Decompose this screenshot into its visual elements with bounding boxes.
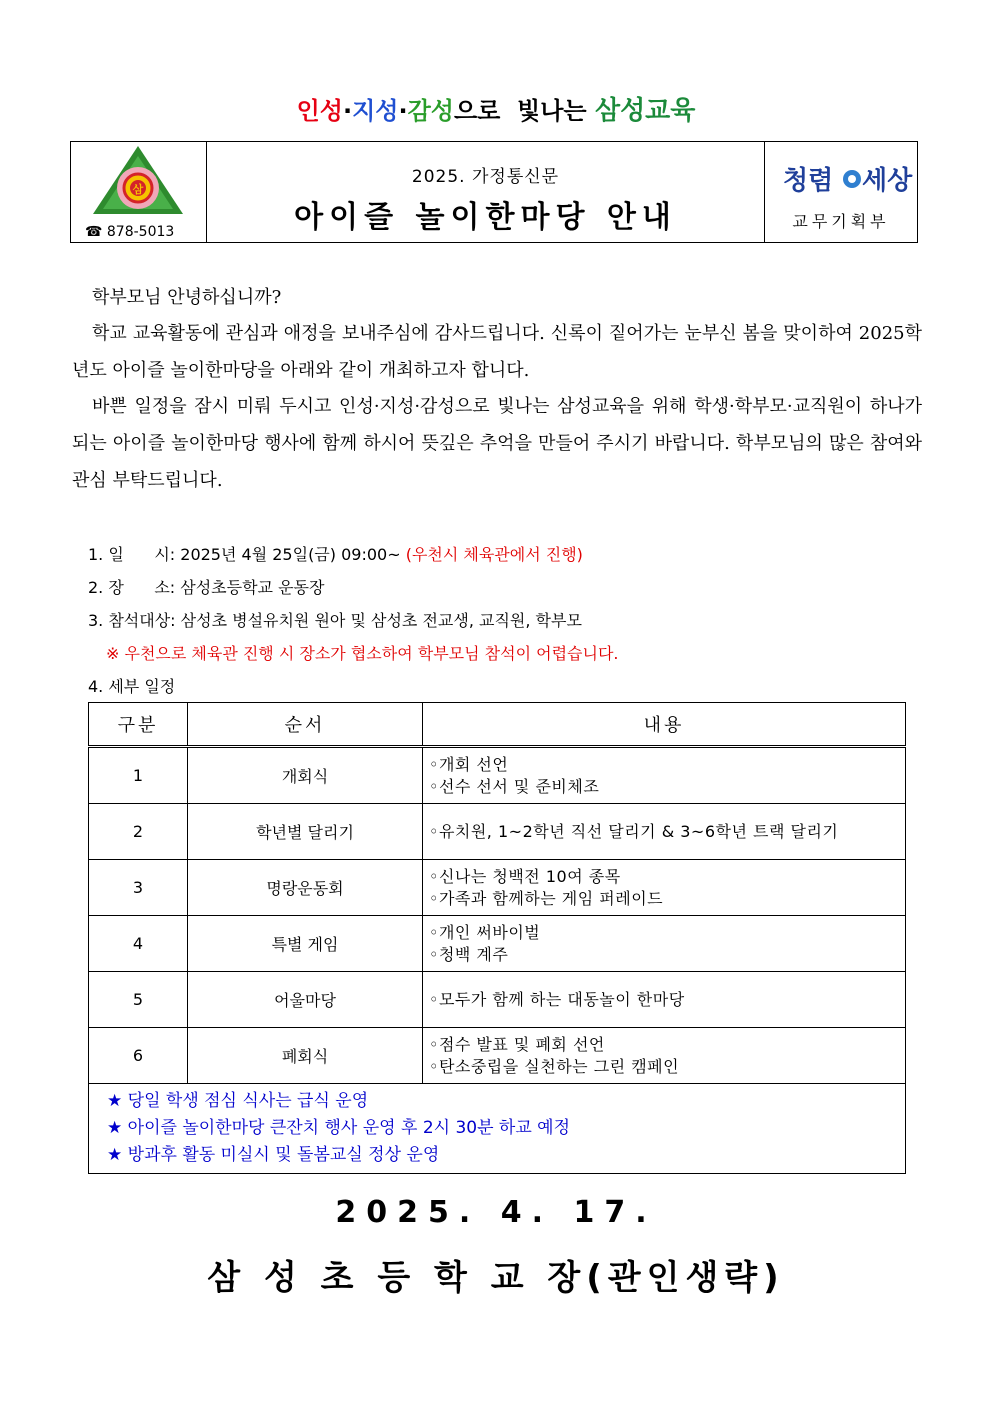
row-number: 5 xyxy=(89,972,188,1028)
table-row xyxy=(89,1028,906,1084)
row-content-line: ◦청백 계주 xyxy=(429,944,509,964)
row-content-line: ◦개회 선언 xyxy=(429,754,509,774)
detail-date-label: 1. 일 시: xyxy=(88,545,181,564)
paragraph-2: 바쁜 일정을 잠시 미뤄 두시고 인성·지성·감성으로 빛나는 삼성교육을 위해 학생·학부모·교직원이 하나가 되는 아이즐 놀이한마당 행사에 함께 하시어 뜻깊은 추억을 만들어 주시기 바랍니다. 학부모님의 많은 참여와 관심 부탁드립니다. xyxy=(72,396,922,491)
table-row xyxy=(89,916,906,972)
title-cell xyxy=(207,142,764,242)
detail-place xyxy=(88,571,619,604)
greeting: 학부모님 안녕하십니까? xyxy=(92,287,282,308)
row-content xyxy=(423,972,906,1028)
row-name: 학년별 달리기 xyxy=(188,804,423,860)
row-number: 4 xyxy=(89,916,188,972)
row-name: 어울마당 xyxy=(188,972,423,1028)
detail-schedule-label: 4. 세부 일정 xyxy=(88,677,176,696)
page-title: 아이즐 놀이한마당 안내 xyxy=(294,200,677,235)
svg-text:세상: 세상 xyxy=(862,166,913,196)
row-content xyxy=(423,804,906,860)
row-content-line: ◦가족과 함께하는 게임 퍼레이드 xyxy=(429,888,664,908)
table-notes-row xyxy=(89,1084,906,1174)
header-order: 순서 xyxy=(188,703,423,747)
row-content xyxy=(423,747,906,804)
note-dismissal: ★ 아이즐 놀이한마당 큰잔치 행사 운영 후 2시 30분 하교 예정 xyxy=(107,1118,571,1138)
row-content xyxy=(423,916,906,972)
row-number: 2 xyxy=(89,804,188,860)
issue-date: 2025. 4. 17. xyxy=(335,1195,657,1230)
detail-place-value: 삼성초등학교 운동장 xyxy=(180,578,325,597)
row-number: 1 xyxy=(89,747,188,804)
header-content: 내용 xyxy=(423,703,906,747)
table-row xyxy=(89,747,906,804)
row-content-line: ◦점수 발표 및 폐회 선언 xyxy=(429,1034,605,1054)
department-cell xyxy=(764,142,917,242)
motto-gamsung: 감성 xyxy=(407,97,454,125)
svg-text:삼: 삼 xyxy=(132,183,144,196)
motto-dot: · xyxy=(342,97,353,125)
event-details xyxy=(88,538,619,703)
header-category: 구분 xyxy=(89,703,188,747)
row-content xyxy=(423,1028,906,1084)
department-name: 교무기획부 xyxy=(792,212,890,231)
detail-attendees-label: 3. 참석대상: xyxy=(88,611,181,630)
paragraph-1: 학교 교육활동에 관심과 애정을 보내주심에 감사드립니다. 신록이 짙어가는 눈부신 봄을 맞이하여 2025학년도 아이즐 놀이한마당을 아래와 같이 개최하고자 합니다. xyxy=(72,323,922,381)
row-number: 6 xyxy=(89,1028,188,1084)
school-emblem-icon xyxy=(71,142,206,224)
row-name: 명랑운동회 xyxy=(188,860,423,916)
table-row xyxy=(89,972,906,1028)
motto-insung: 인성 xyxy=(296,97,343,125)
detail-date-note: (우천시 체육관에서 진행) xyxy=(405,545,583,564)
principal-signature: 삼 성 초 등 학 교 장(관인생략) xyxy=(207,1258,785,1298)
integrity-logo-icon xyxy=(765,154,915,204)
row-number: 3 xyxy=(89,860,188,916)
schedule-table xyxy=(88,702,906,1174)
note-afterschool: ★ 방과후 활동 미실시 및 돌봄교실 정상 운영 xyxy=(107,1145,440,1165)
table-notes xyxy=(89,1084,906,1174)
row-content-line: ◦개인 써바이벌 xyxy=(429,922,541,942)
motto xyxy=(0,90,992,127)
school-phone: ☎ 878-5013 xyxy=(85,224,175,240)
row-name: 특별 게임 xyxy=(188,916,423,972)
detail-attendees-value: 삼성초 병설유치원 원아 및 삼성초 전교생, 교직원, 학부모 xyxy=(180,611,582,630)
header-box xyxy=(70,141,918,243)
motto-dot: · xyxy=(398,97,408,125)
school-emblem-cell xyxy=(71,142,207,242)
motto-middle: 으로 빛나는 xyxy=(453,97,595,125)
table-row xyxy=(89,804,906,860)
row-content-line: ◦선수 선서 및 준비체조 xyxy=(429,776,600,796)
detail-attendees xyxy=(88,604,619,637)
detail-date xyxy=(88,538,619,571)
detail-place-label: 2. 장 소: xyxy=(88,578,181,597)
row-content-line: ◦모두가 함께 하는 대동놀이 한마당 xyxy=(429,989,685,1009)
note-lunch: ★ 당일 학생 점심 식사는 급식 운영 xyxy=(107,1091,369,1111)
motto-jisung: 지성 xyxy=(352,97,399,125)
newsletter-subtitle: 2025. 가정통신문 xyxy=(411,167,560,187)
row-content-line: ◦유치원, 1~2학년 직선 달리기 & 3~6학년 트랙 달리기 xyxy=(429,821,839,841)
row-content xyxy=(423,860,906,916)
rain-warning: ※ 우천으로 체육관 진행 시 장소가 협소하여 학부모님 참석이 어렵습니다. xyxy=(106,644,619,663)
table-row xyxy=(89,860,906,916)
table-header-row xyxy=(89,703,906,747)
row-content-line: ◦탄소중립을 실천하는 그린 캠페인 xyxy=(429,1056,680,1076)
svg-text:청렴: 청렴 xyxy=(783,166,834,196)
row-name: 개회식 xyxy=(188,747,423,804)
detail-date-value: 2025년 4월 25일(금) 09:00~ xyxy=(180,545,406,564)
motto-samsung: 삼성교육 xyxy=(594,96,696,126)
row-content-line: ◦신나는 청백전 10여 종목 xyxy=(429,866,621,886)
row-name: 폐회식 xyxy=(188,1028,423,1084)
